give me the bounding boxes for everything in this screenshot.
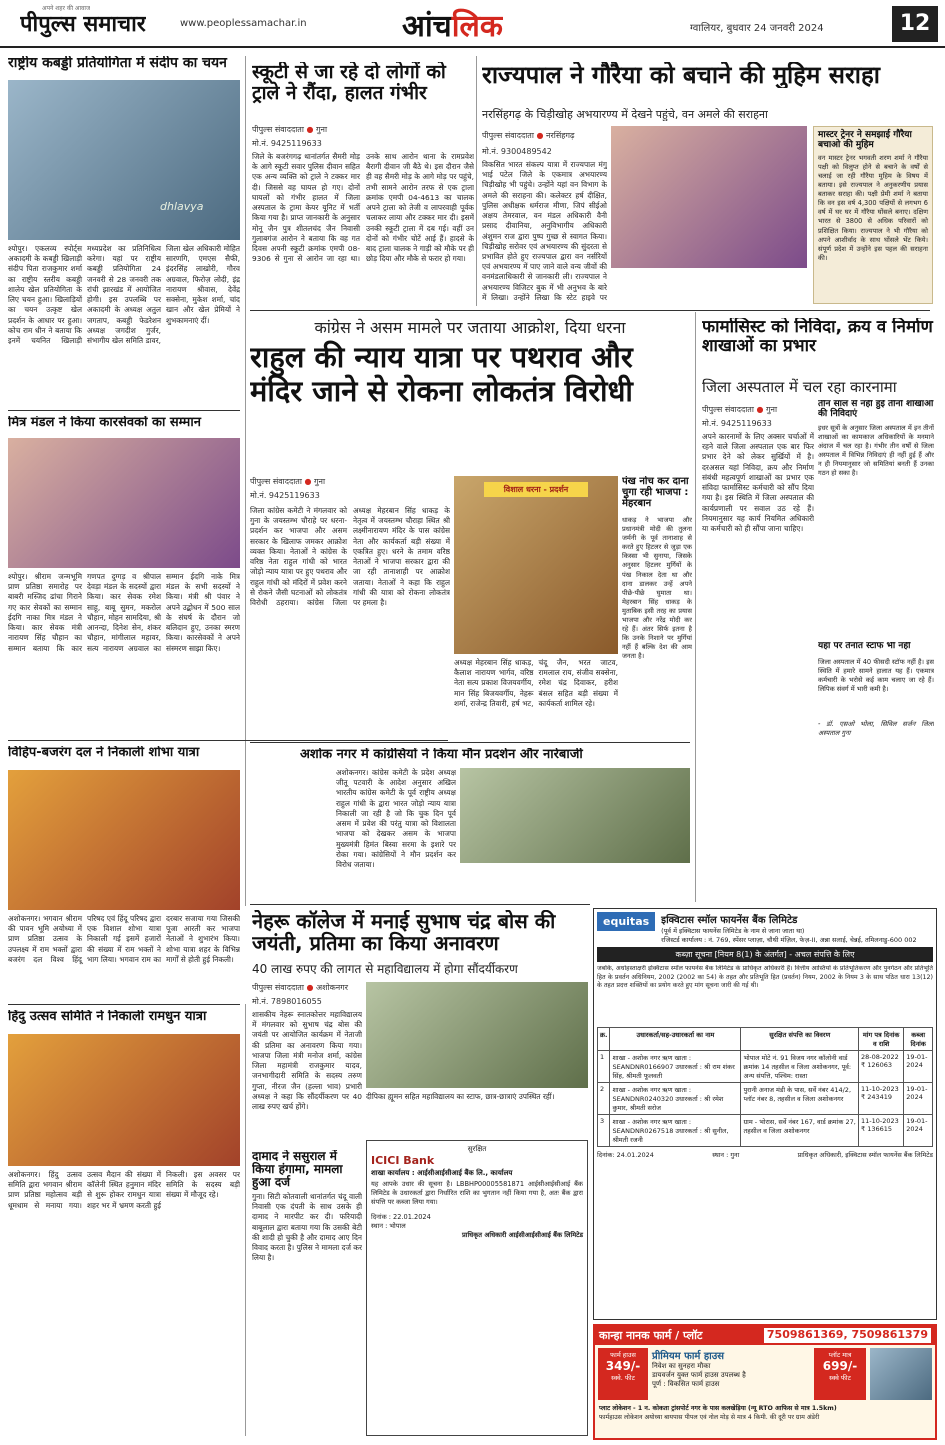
column-rule <box>695 312 696 902</box>
table-row <box>598 1051 933 1083</box>
pharmacist-byline <box>702 404 822 415</box>
equitas-cell-property: भोपाल मोटे नं. 91 विजय नगर कॉलोनी वार्ड क्रमांक 14 तहसील व जिला अशोकनगर, पूर्व: अन्य संपत्ति, पश्चिम: रास्ता <box>741 1051 859 1083</box>
congress-kicker: कांग्रेस ने असम मामले पर जताया आक्रोश, दिया धरना <box>314 318 626 337</box>
equitas-column-header: सुरक्षित संपत्ति का विवरण <box>741 1028 859 1051</box>
page-number: 12 <box>892 6 938 42</box>
congress-headline: राहुल की न्याय यात्रा पर पथराव और मंदिर जाने से रोकना लोकतंत्र विरोधी <box>250 340 633 409</box>
nehru-headline: नेहरू कॉलेज में मनाई सुभाष चंद्र बोस की जयंती, प्रतिमा का किया अनावरण <box>252 910 556 954</box>
column-rule <box>476 56 477 306</box>
nehru-photo-caption: दीपिका ह्यूमन सहित महाविद्यालय का स्टाफ, छात्र-छात्राएं उपस्थित रहीं। <box>366 1092 555 1101</box>
kanha-price-unit: स्क्वे. फीट <box>611 1374 635 1382</box>
equitas-cell-demand: 11-10-2023 ₹ 136615 <box>859 1115 904 1147</box>
dahej-body: गुना। सिटी कोतवाली थानांतर्गत चंदू वाली निवासी एक दंपती के साथ उसके ही दामाद ने मारपीट कर दी। फरियादी बाबूलाल द्वारा बताया गया कि उसकी बेटी की शादी हो चुकी है और दामाद आए दिन विवाद करता है। पुलिस ने मामला दर्ज कर लिया है। <box>252 1192 362 1263</box>
pharmacist-box-title: तीन साल से नहीं हुई तीनों शाखाओं की निविदाएं <box>818 400 934 419</box>
equitas-cell-property: पुरानी अनाज मंडी के पास, सर्वे नंबर 414/2, प्लॉट नंबर 8, तहसील व जिला अशोकनगर <box>741 1083 859 1115</box>
icici-body: यह आपके उधार की सूचना है। LBBHP00005581871 आईसीआईसीआई बैंक लिमिटेड के उधारकर्ता द्वारा निर्धारित राशि का भुगतान नहीं किया गया है, अतः बैंक द्वारा संपत्ति पर कब्जा लिया गया। <box>371 1180 583 1207</box>
icici-place: स्थान : भोपाल <box>371 1222 406 1231</box>
congress-side-body: धाकड़ ने भाजपा और प्रधानमंत्री मोदी की तुलना जर्मनी के पूर्व तानाशाह से करते हुए हिटलर से जुड़ा एक किस्सा भी सुनाया, जिसके अनुसार हिटलर मुर्गियों के पंख निकाल देता था और दाना डालकर उन्हें अपने पीछे-पीछे घुमाता था। मेहरबान सिंह धाकड़ के मुताबिक इसी तरह का प्रयास भाजपा और नरेंद्र मोदी कर रहे हैं। अंतर सिर्फ इतना है कि उनके निशाने पर मुर्गियां नहीं हैं बल्कि देश की आम जनता है। <box>622 516 692 661</box>
kabaddi-body: श्योपुर। एकलव्य स्पोर्ट्स अकादमी के कबड्डी खिलाड़ी संदीप पिता राजकुमार शर्मा का राष्ट्रीय स्तरीय कबड्डी शालेय खेल प्रतियोगिता के लिए चयन हुआ। खिलाड़ियों का चयन उत्कृष्ट खेल प्रदर्शन के आधार पर हुआ। कोच राम धीन ने बताया कि इनमें चयनित खिलाड़ी मध्यप्रदेश का प्रतिनिधित्व करेगा। यहां पर राष्ट्रीय कबड्डी प्रतियोगिता 24 जनवरी से 28 जनवरी तक रांची झारखंड में आयोजित होगी। इस उपलब्धि पर अकादमी के अध्यक्ष अतुल जगताप, कबड्डी फेडरेशन अध्यक्ष जगदीश गुर्जर, संभागीय खेल समिति डावर, जिला खेल अधिकारी मोहित सारणगि, एमएस सैफी, इंदरसिंह लाखोरी, गौरव अग्रवाल, फिरोज़ लोदी, इंद्र नारायण श्रीवास, देवेंद्र सक्सेना, मुकेश शर्मा, चांद खान और खेल प्रेमियों ने शुभकामनाएं दीं। <box>8 244 240 345</box>
masthead-tagline: अपने शहर की आवाज <box>42 5 91 12</box>
equitas-footer-place: स्थान : गुना <box>712 1151 740 1159</box>
mitra-mandal-body: श्योपुर। श्रीराम जन्मभूमि प्राण प्रतिष्ठा समारोह पर बाबरी मस्जिद ढांचा गिराने गए कार सेवकों का सम्मान ईदगि नाका मित्र मंडल ने किया। कार सेवक मंत्री नारायण सिंह चौहान का सम्मान बताया कि कार गणपत दुग्गड़ व श्रीपाल देवड़ा मंडल के सदस्यों द्वारा किया। कार सेवक रमेश साहू, बाबू सुमन, मकरोल चौहान, मोहन सामदिया, श्री आनन्दा, दिनेश सेन, शंकर चौहान, मांगीलाल महावर, सत्य नारायण अग्रवाल का सम्मान ईदगि नाके मित्र मंडल के सभी सदस्यों ने किया। मंत्री श्री पंवार ने अपने उद्बोधन में 500 साल के संघर्ष के दौरान जो बलिदान हुए, उनका स्मरण किया। कारसेवकों ने अपने संस्मरण साझा किए। <box>8 572 240 653</box>
ashoknagar-photo <box>460 768 690 863</box>
column-rule <box>245 56 246 906</box>
equitas-column-header: कब्जा दिनांक <box>904 1028 933 1051</box>
equitas-cell-name: शाखा - अशोक नगर ऋण खाता : SEANDNR0166907 उधारकर्ता : श्री राम शंकर सिंह, श्रीमती फूलवती <box>610 1051 741 1083</box>
congress-side-headline: पंख नोच कर दाना चुगा रही भाजपा : मेहरबान <box>622 476 689 509</box>
kanha-point: डायवर्जन युक्त फार्म हाउस उपलब्ध है <box>652 1371 746 1379</box>
kanha-footer: प्लाट लोकेशन - 1 न. कोकता ट्रांसपोर्ट नगर के पास कलखेड़िया (न्यू RTO आफिस से मात्र 1.5km) <box>599 1405 837 1412</box>
section-divider <box>250 904 590 905</box>
congress-byline <box>250 476 450 487</box>
section-title <box>402 4 503 45</box>
nehru-body: शासकीय नेहरू स्नातकोत्तर महाविद्यालय में मंगलवार को सुभाष चंद्र बोस की जयंती पर आयोजित कार्यक्रम में नेताजी की प्रतिमा का अनावरण किया गया। भाजपा जिला मंत्री मनोज शर्मा, कांग्रेस जिला महामंत्री राजकुमार यादव, जनभागीदारी समिति के सदस्य तरुण गुप्ता, नीरज जैन (हल्ला भाव) प्रभारी अध्यक्ष ने कहा कि सौंदर्यीकरण पर 40 लाख रुपए खर्च होंगे। <box>252 1010 362 1111</box>
section-title-prefix: आंच <box>402 9 452 44</box>
byline-org: पीपुल्स संवाददाता <box>252 125 304 134</box>
section-divider <box>250 310 930 311</box>
icici-label: सुरक्षित <box>467 1145 487 1153</box>
pharmacist-quote-by: - डॉ. एसओ भोला, सिविल सर्जन जिला अस्पताल गुना <box>818 720 934 738</box>
equitas-cell-no: 2 <box>598 1083 610 1115</box>
dahej-headline: दामाद ने ससुराल में किया हंगामा, मामला हुआ दर्ज <box>252 1150 343 1190</box>
governor-headline: राज्यपाल ने गौरैया को बचाने की मुहिम सराहा <box>482 62 880 89</box>
kanha-farm-ad <box>593 1324 937 1440</box>
pharmacist-headline: फार्मासिस्ट को निविदा, क्रय व निर्माण शाखाओं का प्रभार <box>702 318 933 356</box>
kanha-plot-tag <box>814 1348 866 1400</box>
equitas-notice-body: जबकि, अधोहस्ताक्षरी इक्विटास स्मॉल फायनेंस बैंक लिमिटेड के प्राधिकृत अधिकारी हैं। वित्तीय आस्तियों के प्रतिभूतिकरण और पुनर्गठन और प्रतिभूति हित के प्रवर्तन अधिनियम, 2002 (2002 का 54) के तहत और प्रतिभूति हित (प्रवर्तन) नियम, 2002 के नियम 3 के साथ पठित धारा 13(12) के तहत प्रदत्त शक्तियों का प्रयोग करते हुए मांग सूचना जारी की गई थी। <box>597 965 933 990</box>
byline-dot: ● <box>304 477 312 486</box>
kanha-price-label: फार्म हाउस <box>610 1351 636 1359</box>
equitas-cell-name: शाखा - अशोक नगर ऋण खाता : SEANDNR0240320 उधारकर्ता : श्री रमेश कुमार, श्रीमती सरोज <box>610 1083 741 1115</box>
equitas-notice-ad <box>593 908 937 1320</box>
scooty-mobile: मो.नं. 9425119633 <box>252 139 322 148</box>
scooty-body: जिले के बजरंगगढ़ थानांतर्गत सैमरी मोड़ के आगे स्कूटी सवार पुलिस दीवान सहित एक अन्य व्यक्ति को ट्राले ने टक्कर मार दी। जिससे वह घायल हो गए। दोनों घायलों को गंभीर हालत में जिला अस्पताल के ट्रामा केयर यूनिट में भर्ती किया गया है। प्राप्त जानकारी के अनुसार मोनू जैन पुत्र शीतलचंद जैन निवासी गुलाबगंज आरोन ने बताया कि वह गत दिवस अपनी स्कूटी क्रमांक एमपी 08-9306 से गुना से आरोन जा रहा था। उनके साथ आरोन थाना के रामप्रवेश बैरागी दीवान जी बैठे थे। इस दौरान जैसे ही वह सैमरी मोड़ के आगे मोड़ पर पहुंचे, तभी सामने आरोन तरफ से एक ट्राला क्रमांक एमपी 04-4613 का चालक अपने ट्राला को तेजी व लापरवाही पूर्वक चलाकर लाया और टक्कर मार दी। इसमें उनकी स्कूटी ट्राला में दब गई। वहीं उन दोनों को गंभीर चोटें आई हैं। हादसे के बाद ट्राला चालक ने गाड़ी को मौके पर ही छोड़ दिया और मौके से फरार हो गया। <box>252 152 474 264</box>
equitas-cell-demand: 11-10-2023 ₹ 243419 <box>859 1083 904 1115</box>
icici-date: दिनांक : 22.01.2024 <box>371 1213 431 1222</box>
byline-dot: ● <box>306 983 314 992</box>
vhp-headline: विहिप-बजरंग दल ने निकाली शोभा यात्रा <box>8 746 200 760</box>
governor-mobile: मो.नं. 9300489542 <box>482 147 552 156</box>
ashoknagar-body: अशोकनगर। कांग्रेस कमेटी के प्रदेश अध्यक्ष जीतू पटवारी के आदेश अनुसार अखिल भारतीय कांग्रेस कमेटी के पूर्व राष्ट्रीय अध्यक्ष राहुल गांधी के द्वारा भारत जोड़ो न्याय यात्रा निकाली जा रही है जो कि चुक दिन पूर्व असम में प्रवेश की परंतु यात्रा को विशालता भाजपा को देखकर असम के भाजपा मुख्यमंत्री हिमंत बिस्वा सरमा के इशारे पर रोका गया। कांग्रेसियों ने मौन प्रदर्शन कर विरोध जताया। <box>336 768 456 869</box>
kanha-footer-2: फार्महाउस लोकेशन अयोध्या बायपास पीपल एवं नोल मोड़ से मात्र 4 किमी. की दूरी पर ग्राम अंडेरी <box>599 1414 820 1421</box>
mitra-mandal-photo <box>8 438 240 568</box>
kabaddi-headline: राष्ट्रीय कबड्डी प्रतियोगिता में संदीप का चयन <box>8 56 227 71</box>
website-link[interactable]: www.peoplessamachar.in <box>180 18 307 29</box>
equitas-reg: (पूर्व में इक्विटास फायनेंस लिमिटेड के नाम से जाना जाता था) <box>661 927 805 935</box>
kabaddi-photo <box>8 80 240 240</box>
kabaddi-photo-caption: dhlavya <box>160 200 204 213</box>
kanha-plot-label: प्लॉट मात्र <box>828 1351 852 1359</box>
pharmacist-body: अपने कारनामों के लिए अक्सर चर्चाओं में रहने वाले जिला अस्पताल एक बार फिर प्रभार देने को लेकर सुर्खियों में है। दरअसल यहां निविदा, क्रय और निर्माण संबंधी महत्वपूर्ण शाखाओं का प्रभार एक संविदा फार्मासिस्ट कर्मचारी को सौंप दिया गया है। इस स्थिति में जिला अस्पताल की कार्यप्रणाली पर सवाल उठ रहे हैं। नियमानुसार यह कार्य नियमित अधिकारी या कर्मचारी को ही सौंपा जाना चाहिए। <box>702 432 814 533</box>
scooty-headline: स्कूटी से जा रहे दो लोगों को ट्राले ने रौंदा, हालत गंभीर <box>252 62 446 104</box>
byline-org: पीपुल्स संवाददाता <box>250 477 302 486</box>
byline-city: गुना <box>766 405 778 414</box>
nehru-photo <box>366 982 588 1088</box>
equitas-logo: equitas <box>597 912 655 931</box>
byline-org: पीपुल्स संवाददाता <box>482 131 534 140</box>
byline-city: गुना <box>314 477 326 486</box>
equitas-table-header <box>598 1028 933 1051</box>
kanha-subtitle: प्रीमियम फार्म हाउस <box>652 1351 725 1362</box>
governor-photo <box>611 126 807 268</box>
equitas-cell-name: शाखा - अशोक नगर ऋण खाता : SEANDNR0267518 उधारकर्ता : श्री सुनील, श्रीमती रजनी <box>610 1115 741 1147</box>
icici-sign: प्राधिकृत अधिकारी आईसीआईसीआई बैंक लिमिटेड <box>462 1231 583 1240</box>
kanha-phones: 7509861369, 7509861379 <box>764 1328 931 1343</box>
kanha-plot-value: 699/- <box>822 1359 858 1373</box>
equitas-cell-no: 1 <box>598 1051 610 1083</box>
pharmacist-box-body: इधर सूत्रों के अनुसार जिला अस्पताल में इन तीनों शाखाओं का कामकाज अधिकारियों के मनमाने अंदाज में चल रहा है। गंभीर तीन वर्षों से जिला अस्पताल में विभिन्न निविदाएं ही नहीं हुई हैं और न ही नियमानुसार जो समितियां बनती हैं उनका गठन हो सका है। <box>818 424 934 478</box>
icici-notice-ad <box>366 1140 588 1436</box>
equitas-cell-possession: 19-01-2024 <box>904 1083 933 1115</box>
equitas-cell-property: ग्राम - भोरास, सर्वे नंबर 167, वार्ड क्रमांक 27, तहसील व जिला अशोकनगर <box>741 1115 859 1147</box>
sparrow-box-body: वन मास्टर ट्रेनर भगवती शरण शर्मा ने गौरैया पक्षी को विलुप्त होने से बचाने के वर्षों से चलाई जा रही गौरैया मुहिम के विषय में बताया। इसे राज्यपाल ने अनुकरणीय प्रयास बताकर सराहा की। पक्षी प्रेमी शर्मा ने बताया कि वन इस वर्ष 4,300 पक्षियों से लगभग 6 वर्ष में घर घर में गौरैया घोंसले बनाए। दक्षिण भारत से 3800 से अधिक परिवारों को प्रशिक्षित किया। राज्यपाल ने भी गौरैया को अपने आशीर्वाद के साथ घोंसले भेंट किये। संपूर्ण प्रदेश में उन्होंने इस पहल की सराहना की। <box>818 153 928 262</box>
byline-org: पीपुल्स संवाददाता <box>252 983 304 992</box>
congress-banner: विशाल धरना - प्रदर्शन <box>484 482 588 497</box>
equitas-cell-possession: 19-01-2024 <box>904 1051 933 1083</box>
byline-dot: ● <box>306 125 314 134</box>
byline-city: अशोकनगर <box>316 983 349 992</box>
congress-mobile: मो.नं. 9425119633 <box>250 491 320 500</box>
equitas-notice-title: कब्ज़ा सूचना [नियम 8(1) के अंतर्गत] - अचल संपत्ति के लिए <box>597 947 933 962</box>
congress-attendees: अध्यक्ष मेहरबान सिंह धाकड़, कैलाश नारायण भार्गव, वरिष्ठ नेता सत्य प्रकाश विजयवर्गीय, मान सिंह बिजयवर्गीय, नेहरू शर्मा, राजेन्द्र तिवारी, हर्ष भट, चंदू जैन, भरत जाटव, रामलाल राय, संजीव सक्सेना, रमेश चंद्र दिवाकर, हरीश बंसल सहित बड़ी संख्या में कार्यकर्ता शामिल रहे। <box>454 658 618 708</box>
kanha-point: निवेश का सुनहरा मौका <box>652 1362 711 1370</box>
section-title-suffix: लिक <box>451 9 503 44</box>
sparrow-box-title: मास्टर ट्रेनर ने समझाई गौरैया बचाओ की मुहिम <box>818 130 912 150</box>
vhp-body: अशोकनगर। भगवान श्रीराम की पावन भूमि अयोध्या में प्राण प्रतिष्ठा उत्सव के उपलक्ष्य में राम भक्तों द्वारा बजरंग दल विश्व हिंदू परिषद एवं हिंदू परिषद द्वारा एक विशाल शोभा यात्रा निकाली गई इसमें हजारों की संख्या में राम भक्तों ने भाग लिया। भगवान राम का दरबार सजाया गया जिसकी पूजा आरती कर भाजपा नेताओं ने शुभारंभ किया। शोभा यात्रा शहर के विभिन्न मार्गों से होती हुई निकली। <box>8 914 240 964</box>
ramdhun-photo <box>8 1034 240 1166</box>
kanha-price-value: 349/- <box>605 1359 641 1373</box>
byline-dot: ● <box>536 131 544 140</box>
sparrow-box <box>813 126 933 304</box>
governor-subheadline: नरसिंहगढ़ के चिड़ीखोह अभयारण्य में देखने पहुंचे, वन अमले की सराहना <box>482 108 768 121</box>
section-divider <box>8 1004 240 1005</box>
pharmacist-subheadline: जिला अस्पताल में चल रहा कारनामा <box>702 378 897 396</box>
equitas-footer-sign: प्राधिकृत अधिकारी, इक्विटास स्मॉल फायनेंस बैंक लिमिटेड <box>797 1151 933 1159</box>
section-divider <box>250 742 690 743</box>
byline-city: गुना <box>316 125 328 134</box>
kanha-price-tag <box>598 1348 648 1400</box>
equitas-address: रजिस्टर्ड कार्यालय : नं. 769, स्पेंसर प्लाज़ा, चौथी मंज़िल, फेज़-II, अन्ना सलाई, चेन्नई, तमिलनाडु-600 002 <box>661 936 917 944</box>
dateline: ग्वालियर, बुधवार 24 जनवरी 2024 <box>690 23 824 34</box>
vhp-photo <box>8 770 240 910</box>
section-divider <box>8 410 240 411</box>
pharmacist-staff-headline: यहां पर तैनात स्टाफ भी नहीं <box>818 642 911 651</box>
equitas-column-header: क्र. <box>598 1028 610 1051</box>
equitas-cell-possession: 19-01-2024 <box>904 1115 933 1147</box>
equitas-column-header: मांग पत्र दिनांक व राशि <box>859 1028 904 1051</box>
governor-body: विकसित भारत संकल्प यात्रा में राज्यपाल मंगु भाई पटेल जिले के एकमात्र अभयारण्य चिड़ीखोह भी पहुंचे। उन्होंने यहां वन विभाग के अमले की सराहना की। कलेक्टर हर्ष दीक्षित, पुलिस अधीक्षक धर्मराज मीणा, जिपं सीईओ अक्षय तेमरवाल, वन मंडल अधिकारी वैनी प्रसाद दीवानिया, अनुविभागीय अधिकारी अंशुमन राज द्वारा पुष्प गुच्छ से स्वागत किया। चिड़ीखोह सरोवर एवं अभयारण्य की सुंदरता से प्रभावित होते हुए राज्यपाल द्वारा वन नर्सरियों एवं अभयारण्य में पाए जाने वाले वन्य जीवों की वनमंडलाधिकारी से जानकारी ली। राज्यपाल ने अभयारण्य विजिटर बुक में भी अनुभव के बारे में लिखा। उन्होंने लिखा कि स्टेट हाइवे पर <box>482 160 607 302</box>
icici-logo: ICICI Bank <box>371 1154 435 1167</box>
masthead-bar <box>0 0 945 48</box>
icici-title: शाखा कार्यालय : आईसीआईसीआई बैंक लि., कार्यालय <box>371 1169 513 1177</box>
kanha-point: पूर्ण : विकसित फार्म हाउस <box>652 1380 720 1388</box>
nehru-mobile: मो.नं. 7898016055 <box>252 997 322 1006</box>
mitra-mandal-headline: मित्र मंडल ने किया कारसेवकों का सम्मान <box>8 416 201 430</box>
nehru-byline <box>252 982 362 993</box>
equitas-column-header: उधारकर्ता/सह-उधारकर्ता का नाम <box>610 1028 741 1051</box>
equitas-cell-demand: 28-08-2022 ₹ 126063 <box>859 1051 904 1083</box>
section-divider <box>8 740 448 741</box>
column-rule <box>245 1004 246 1436</box>
ashoknagar-headline: अशोक नगर में कांग्रेसियों ने किया मौन प्रदर्शन और नारेबाजी <box>300 748 583 762</box>
ramdhun-headline: हिंदु उत्सव समिति ने निकाली रामधुन यात्रा <box>8 1010 207 1024</box>
byline-dot: ● <box>756 405 764 414</box>
table-row <box>598 1083 933 1115</box>
equitas-title: इक्विटास स्मॉल फायनेंस बैंक लिमिटेड <box>661 915 798 926</box>
congress-body: जिला कांग्रेस कमेटी ने मंगलवार को गुना के जयस्तम्भ चौराहे पर धरना-प्रदर्शन कर भाजपा और असम सरकार के खिलाफ जमकर आक्रोश व्यक्त किया। नेताओं ने कांग्रेस के वरिष्ठ नेता राहुल गांधी को भारत जोड़ो न्याय यात्रा पर हुए पथराव और राहुल गांधी को मंदिरों में प्रवेश करने से रोकने जैसी घटनाओं को लोकतंत्र विरोधी ठहराया। कांग्रेस जिला अध्यक्ष मेहरबान सिंह धाकड़ के नेतृत्व में जयस्तम्भ चौराहा स्थित श्री लक्ष्मीनारायण मंदिर के पास कांग्रेस नेता और कार्यकर्ता बड़ी संख्या में एकत्रित हुए। धरने के तमाम वरिष्ठ नेताओं ने भाजपा सरकार द्वारा की जा रही तानाशाही पर आक्रोश जताया। नेताओं ने कहा कि राहुल गांधी की यात्रा को रोकना लोकतंत्र पर हमला है। <box>250 506 450 607</box>
table-row <box>598 1115 933 1147</box>
byline-city: नरसिंहगढ़ <box>546 131 575 140</box>
kanha-house-photo <box>870 1348 932 1400</box>
equitas-table <box>597 1027 933 1147</box>
equitas-cell-no: 3 <box>598 1115 610 1147</box>
masthead-logo: पीपुल्स समाचार <box>20 12 146 37</box>
byline-org: पीपुल्स संवाददाता <box>702 405 754 414</box>
scooty-byline <box>252 124 474 135</box>
pharmacist-staff-body: जिला अस्पताल में 40 फीसदी स्टॉफ नहीं है। इस स्थिति में हमारे सामने हालात यह हैं। एकमात्र कर्मचारी के भरोसे कई काम चलाए जा रहे हैं। लिपिक संवर्ग में भारी कमी है। <box>818 658 934 694</box>
congress-protest-photo <box>454 476 618 654</box>
governor-byline <box>482 130 607 141</box>
kanha-plot-unit: स्क्वे फीट <box>829 1374 851 1382</box>
pharmacist-mobile: मो.नं. 9425119633 <box>702 419 772 428</box>
equitas-footer-date: दिनांक: 24.01.2024 <box>597 1151 654 1159</box>
nehru-subheadline: 40 लाख रुपए की लागत से महाविद्यालय में होगा सौंदर्यीकरण <box>252 962 518 976</box>
kanha-title: कान्हा नानक फार्म / प्लॉट <box>599 1329 703 1342</box>
ramdhun-body: अशोकनगर। हिंदु उत्सव समिति द्वारा भगवान श्रीराम प्राण प्रतिष्ठा महोत्सव बड़ी धूमधाम से मनाया गया। उत्सव मैदान की संख्या में कॉलेनी स्थित हनुमान मंदिर से शुरू होकर रामधुन यात्रा शहर भर में भ्रमण करती हुई निकली। इस अवसर पर समिति के सदस्य बड़ी संख्या में मौजूद रहे। <box>8 1170 240 1210</box>
